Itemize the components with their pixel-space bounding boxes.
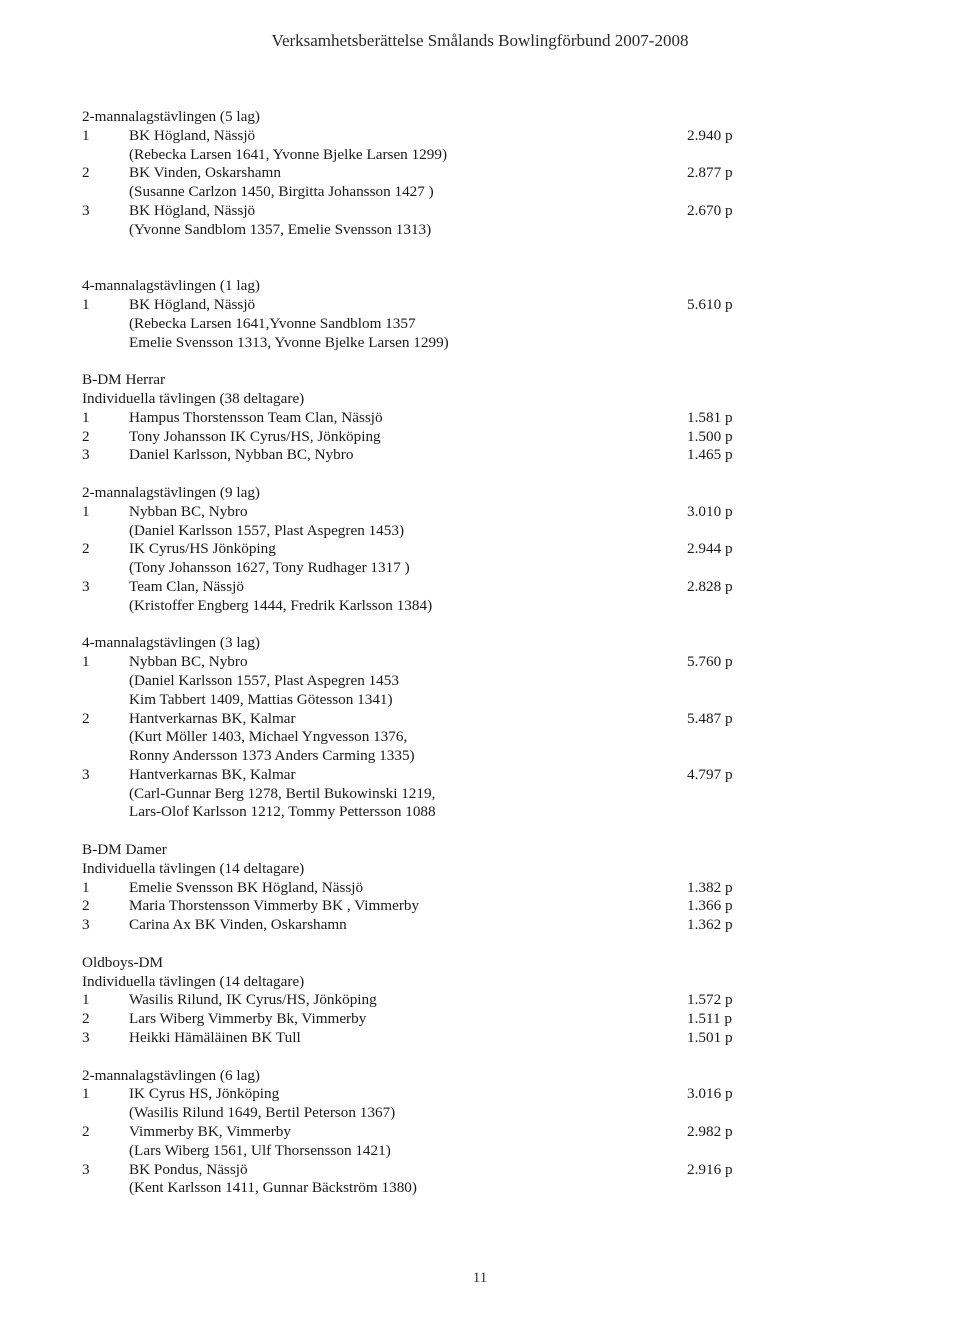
result-entry (82, 991, 782, 1010)
team-members (82, 315, 782, 334)
team-members (82, 597, 782, 616)
team-members-text: (Wasilis Rilund 1649, Bertil Peterson 1367) (129, 1104, 396, 1122)
entry-points: 1.465 p (687, 446, 733, 464)
team-members (82, 522, 782, 541)
team-members (82, 334, 782, 353)
entry-points: 2.828 p (687, 577, 733, 595)
section-heading-text: 2-mannalagstävlingen (5 lag) (82, 108, 260, 125)
section-heading-text: Oldboys-DM (82, 953, 164, 971)
result-entry (82, 766, 782, 785)
team-members-text: Lars-Olof Karlsson 1212, Tommy Pettersson 1088 (129, 803, 436, 821)
entry-points: 4.797 p (687, 765, 733, 783)
placement-number: 2 (82, 164, 90, 182)
entry-name: BK Högland, Nässjö (129, 126, 256, 144)
team-members (82, 146, 782, 165)
entry-points: 2.877 p (687, 164, 733, 182)
result-entry (82, 897, 782, 916)
placement-number: 2 (82, 540, 90, 558)
entry-name: Hantverkarnas BK, Kalmar (129, 709, 296, 727)
section-heading (82, 277, 782, 296)
section-heading-text: B-DM Damer (82, 841, 167, 859)
result-entry (82, 540, 782, 559)
team-members (82, 1104, 782, 1123)
result-entry (82, 127, 782, 146)
placement-number: 3 (82, 765, 90, 783)
section-heading (82, 484, 782, 503)
blank-line (82, 465, 782, 484)
section-heading-text: 4-mannalagstävlingen (1 lag) (82, 277, 260, 295)
result-entry (82, 710, 782, 729)
blank-line (82, 1048, 782, 1067)
placement-number: 2 (82, 1010, 90, 1028)
team-members (82, 1179, 782, 1198)
section-heading (82, 634, 782, 653)
section-heading-text: Individuella tävlingen (14 deltagare) (82, 859, 305, 877)
team-members (82, 183, 782, 202)
team-members (82, 672, 782, 691)
section-heading (82, 390, 782, 409)
entry-name: Emelie Svensson BK Högland, Nässjö (129, 878, 364, 896)
blank-line (82, 240, 782, 259)
entry-points: 5.487 p (687, 709, 733, 727)
team-members-text: Ronny Andersson 1373 Anders Carming 1335) (129, 747, 415, 765)
entry-points: 2.916 p (687, 1160, 733, 1178)
entry-points: 1.511 p (687, 1010, 732, 1028)
section-heading (82, 973, 782, 992)
entry-name: Maria Thorstensson Vimmerby BK , Vimmerby (129, 897, 420, 915)
placement-number: 2 (82, 1123, 90, 1141)
section-heading (82, 1067, 782, 1086)
placement-number: 1 (82, 878, 90, 896)
section-heading (82, 841, 782, 860)
section-heading-text: 4-mannalagstävlingen (3 lag) (82, 634, 260, 652)
entry-points: 1.581 p (687, 408, 733, 426)
entry-name: BK Högland, Nässjö (129, 201, 256, 219)
result-entry (82, 202, 782, 221)
result-entry (82, 446, 782, 465)
entry-name: BK Vinden, Oskarshamn (129, 164, 281, 182)
section-heading (82, 108, 782, 127)
entry-name: BK Högland, Nässjö (129, 295, 256, 313)
entry-name: Nybban BC, Nybro (129, 653, 248, 671)
placement-number: 1 (82, 1085, 90, 1103)
entry-points: 2.982 p (687, 1123, 733, 1141)
team-members (82, 747, 782, 766)
entry-points: 2.944 p (687, 540, 733, 558)
entry-name: BK Pondus, Nässjö (129, 1160, 248, 1178)
entry-points: 1.366 p (687, 897, 733, 915)
result-entry (82, 409, 782, 428)
result-entry (82, 428, 782, 447)
placement-number: 3 (82, 446, 90, 464)
result-entry (82, 916, 782, 935)
entry-name: Nybban BC, Nybro (129, 502, 248, 520)
placement-number: 1 (82, 653, 90, 671)
placement-number: 3 (82, 201, 90, 219)
placement-number: 3 (82, 1029, 90, 1047)
team-members-text: (Carl-Gunnar Berg 1278, Bertil Bukowinski 1219, (129, 784, 436, 802)
team-members-text: (Rebecka Larsen 1641,Yvonne Sandblom 1357 (129, 314, 416, 332)
result-entry (82, 1123, 782, 1142)
blank-line (82, 352, 782, 371)
result-entry (82, 578, 782, 597)
result-entry (82, 164, 782, 183)
team-members (82, 803, 782, 822)
section-heading-text: B-DM Herrar (82, 371, 166, 389)
placement-number: 2 (82, 897, 90, 915)
team-members-text: (Daniel Karlsson 1557, Plast Aspegren 1453 (129, 671, 399, 689)
entry-points: 1.572 p (687, 991, 733, 1009)
team-members-text: (Tony Johansson 1627, Tony Rudhager 1317 ) (129, 559, 410, 577)
team-members-text: (Rebecka Larsen 1641, Yvonne Bjelke Larsen 1299) (129, 145, 448, 163)
team-members-text: (Lars Wiberg 1561, Ulf Thorsensson 1421) (129, 1141, 391, 1159)
entry-name: Wasilis Rilund, IK Cyrus/HS, Jönköping (129, 991, 377, 1009)
entry-name: Vimmerby BK, Vimmerby (129, 1123, 291, 1141)
page-number: 11 (472, 1270, 488, 1286)
placement-number: 1 (82, 408, 90, 426)
section-heading-text: Individuella tävlingen (38 deltagare) (82, 389, 305, 407)
entry-name: Lars Wiberg Vimmerby Bk, Vimmerby (129, 1010, 367, 1028)
placement-number: 2 (82, 427, 90, 445)
blank-line (82, 616, 782, 635)
team-members (82, 221, 782, 240)
entry-points: 5.610 p (687, 295, 733, 313)
entry-points: 3.010 p (687, 502, 733, 520)
section-heading-text: 2-mannalagstävlingen (9 lag) (82, 483, 260, 501)
team-members (82, 1142, 782, 1161)
result-entry (82, 1010, 782, 1029)
placement-number: 1 (82, 502, 90, 520)
section-heading-text: Individuella tävlingen (14 deltagare) (82, 972, 305, 990)
entry-points: 2.670 p (687, 201, 733, 219)
entry-points: 1.501 p (687, 1029, 733, 1047)
entry-name: Heikki Hämäläinen BK Tull (129, 1029, 301, 1047)
team-members-text: (Daniel Karlsson 1557, Plast Aspegren 1453) (129, 521, 405, 539)
results-list (82, 108, 782, 1198)
team-members-text: (Kent Karlsson 1411, Gunnar Bäckström 1380) (129, 1179, 417, 1197)
placement-number: 3 (82, 577, 90, 595)
result-entry (82, 1085, 782, 1104)
entry-name: Hampus Thorstensson Team Clan, Nässjö (129, 408, 383, 426)
page-header: Verksamhetsberättelse Smålands Bowlingförbund 2007-2008 (271, 31, 689, 50)
team-members-text: Kim Tabbert 1409, Mattias Götesson 1341) (129, 690, 393, 708)
entry-name: Carina Ax BK Vinden, Oskarshamn (129, 916, 347, 934)
entry-name: Team Clan, Nässjö (129, 577, 244, 595)
blank-line (82, 258, 782, 277)
entry-name: IK Cyrus HS, Jönköping (129, 1085, 280, 1103)
team-members (82, 691, 782, 710)
entry-points: 1.362 p (687, 916, 733, 934)
result-entry (82, 503, 782, 522)
team-members-text: Emelie Svensson 1313, Yvonne Bjelke Larsen 1299) (129, 333, 449, 351)
entry-points: 3.016 p (687, 1085, 733, 1103)
result-entry (82, 1161, 782, 1180)
team-members (82, 785, 782, 804)
section-heading (82, 371, 782, 390)
entry-name: Hantverkarnas BK, Kalmar (129, 765, 296, 783)
placement-number: 1 (82, 126, 90, 144)
blank-line (82, 822, 782, 841)
section-heading (82, 860, 782, 879)
placement-number: 3 (82, 1160, 90, 1178)
team-members-text: (Kurt Möller 1403, Michael Yngvesson 1376, (129, 728, 408, 746)
team-members-text: (Kristoffer Engberg 1444, Fredrik Karlsson 1384) (129, 596, 433, 614)
result-entry (82, 653, 782, 672)
entry-points: 1.382 p (687, 878, 733, 896)
team-members-text: (Susanne Carlzon 1450, Birgitta Johansson 1427 ) (129, 183, 434, 201)
entry-points: 5.760 p (687, 653, 733, 671)
entry-name: IK Cyrus/HS Jönköping (129, 540, 276, 558)
result-entry (82, 1029, 782, 1048)
placement-number: 2 (82, 709, 90, 727)
section-heading-text: 2-mannalagstävlingen (6 lag) (82, 1066, 260, 1084)
entry-name: Daniel Karlsson, Nybban BC, Nybro (129, 446, 354, 464)
placement-number: 3 (82, 916, 90, 934)
entry-name: Tony Johansson IK Cyrus/HS, Jönköping (129, 427, 381, 445)
entry-points: 2.940 p (687, 126, 733, 144)
team-members (82, 728, 782, 747)
blank-line (82, 935, 782, 954)
result-entry (82, 879, 782, 898)
section-heading (82, 954, 782, 973)
placement-number: 1 (82, 991, 90, 1009)
team-members-text: (Yvonne Sandblom 1357, Emelie Svensson 1313) (129, 220, 432, 238)
entry-points: 1.500 p (687, 427, 733, 445)
result-entry (82, 296, 782, 315)
placement-number: 1 (82, 295, 90, 313)
team-members (82, 559, 782, 578)
